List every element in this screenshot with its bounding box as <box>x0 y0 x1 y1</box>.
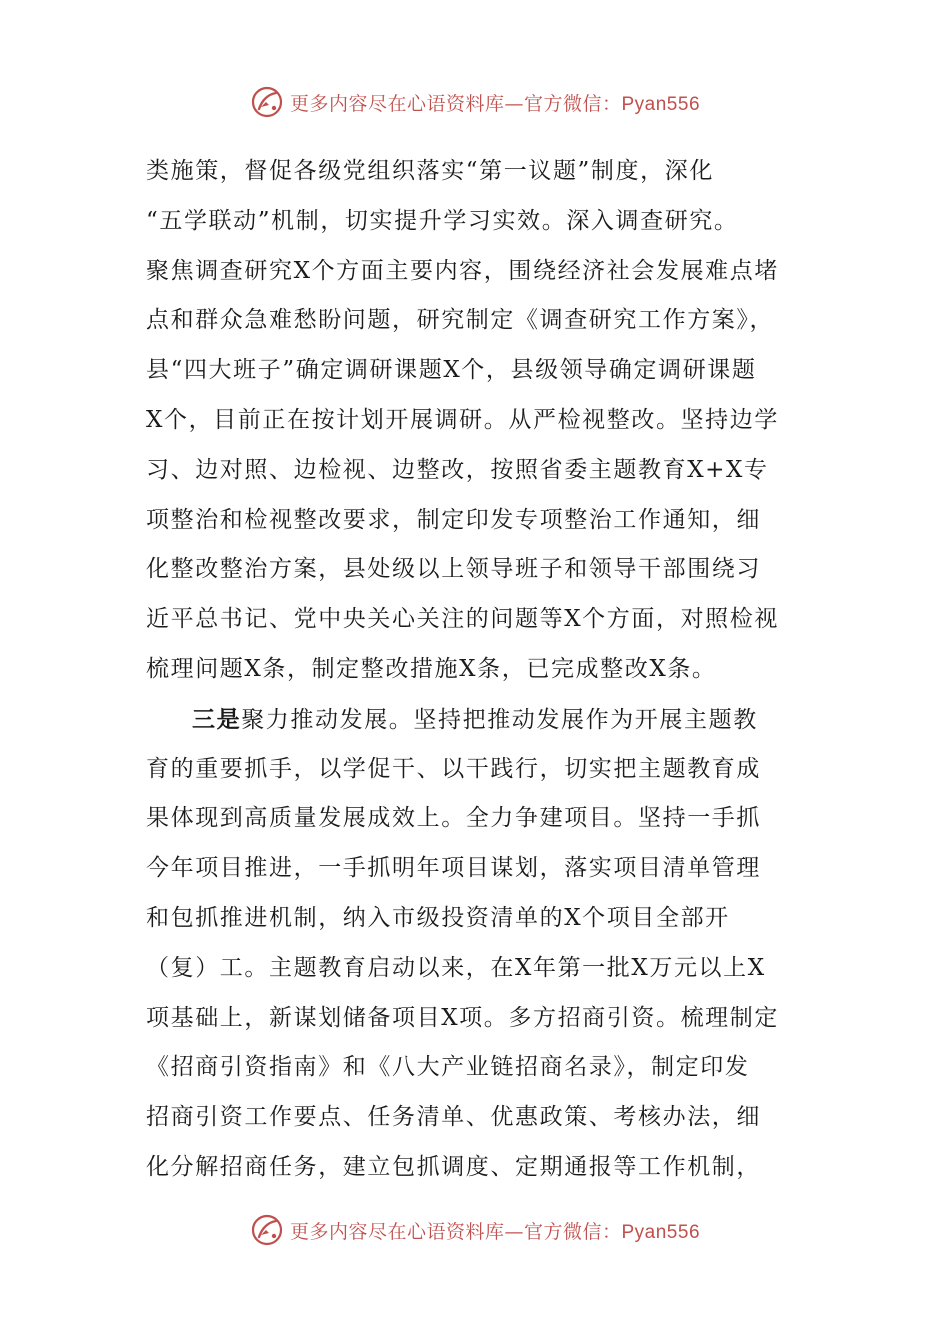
body-line: 化分解招商任务，建立包抓调度、定期通报等工作机制， <box>146 1153 761 1180</box>
body-line: 化整改整治方案，县处级以上领导班子和领导干部围绕习 <box>146 556 761 583</box>
body-line: 项整治和检视整改要求，制定印发专项整治工作通知，细 <box>146 506 761 533</box>
body-line: 《招商引资指南》和《八大产业链招商名录》，制定印发 <box>146 1054 750 1081</box>
body-line: 近平总书记、党中央关心关注的问题等X个方面，对照检视 <box>146 606 779 633</box>
body-line: X个，目前正在按计划开展调研。从严检视整改。坚持边学 <box>146 406 779 433</box>
body-line: 梳理问题X条，制定整改措施X条，已完成整改X条。 <box>146 655 717 682</box>
body-line: “五学联动”机制，切实提升学习实效。深入调查研究。 <box>146 207 739 234</box>
body-line: 招商引资工作要点、任务清单、优惠政策、考核办法，细 <box>146 1104 761 1131</box>
body-line: 项基础上，新谋划储备项目X项。多方招商引资。梳理制定 <box>146 1004 779 1031</box>
footer-banner-label: 更多内容尽在心语资料库—官方微信： <box>289 1220 622 1243</box>
body-line: 育的重要抓手，以学促干、以干践行，切实把主题教育成 <box>146 755 761 782</box>
body-line: 点和群众急难愁盼问题，研究制定《调查研究工作方案》， <box>146 307 775 334</box>
footer-wechat-id: Pyan556 <box>621 1221 701 1243</box>
paragraph-opening-text: 聚力推动发展。坚持把推动发展作为开展主题教 <box>241 706 758 733</box>
body-line: 类施策，督促各级党组织落实“第一议题”制度，深化 <box>146 158 714 184</box>
header-wechat-id: Pyan556 <box>621 93 701 115</box>
body-line: （复）工。主题教育启动以来，在X年第一批X万元以上X <box>146 954 766 981</box>
header-banner <box>0 82 950 122</box>
header-banner-text <box>290 89 700 116</box>
pen-seal-logo-icon <box>250 1213 284 1247</box>
body-line: 聚焦调查研究X个方面主要内容，围绕经济社会发展难点堵 <box>146 257 779 284</box>
document-body <box>146 147 808 1193</box>
body-line: 县“四大班子”确定调研课题X个，县级领导确定调研课题 <box>146 357 757 384</box>
body-line: 今年项目推进，一手抓明年项目谋划，落实项目清单管理 <box>146 855 761 882</box>
footer-banner-text <box>290 1217 700 1244</box>
body-line: 果体现到高质量发展成效上。全力争建项目。坚持一手抓 <box>146 805 761 832</box>
paragraph-opening-line <box>146 695 808 745</box>
paragraph-lead: 三是 <box>192 705 242 733</box>
body-line: 和包抓推进机制，纳入市级投资清单的X个项目全部开 <box>146 904 730 931</box>
footer-banner <box>0 1210 950 1250</box>
body-line: 习、边对照、边检视、边整改，按照省委主题教育X+X专 <box>146 456 769 483</box>
header-banner-label: 更多内容尽在心语资料库—官方微信： <box>289 92 622 115</box>
pen-seal-logo-icon <box>250 85 284 119</box>
